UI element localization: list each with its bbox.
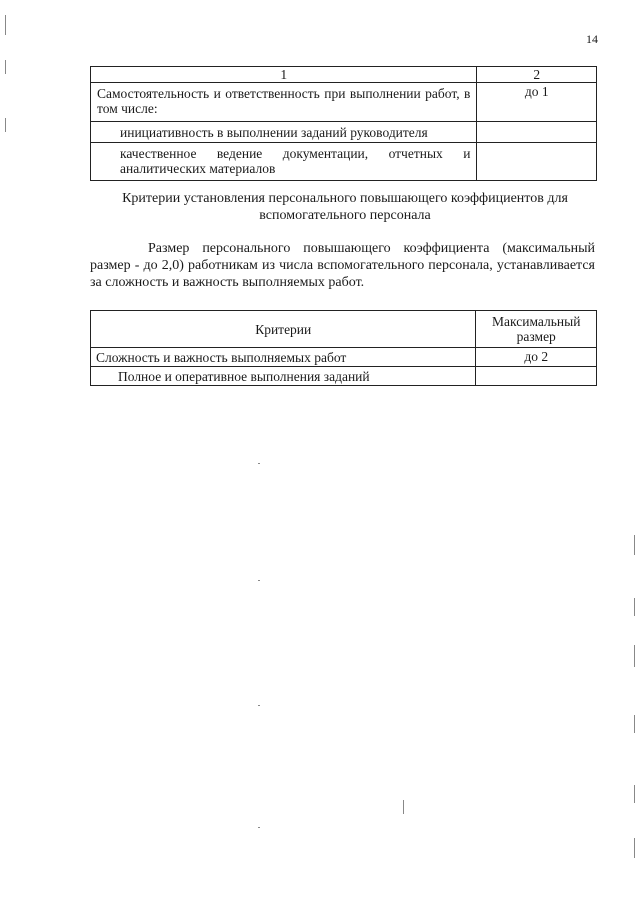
table-header-row <box>91 67 597 83</box>
max-value: до 1 <box>477 83 597 122</box>
criterion-text: Полное и оперативное выполнения заданий <box>118 369 370 384</box>
scan-mark <box>258 827 260 828</box>
body-paragraph: Размер персонального повышающего коэффициента (максимальный размер - до 2,0) работникам из числа вспомогательного персонала, устанавливается за сложность и важность выполняемых работ. <box>90 241 595 290</box>
scan-mark <box>5 60 6 74</box>
max-value <box>476 367 597 386</box>
column-number-1: 1 <box>91 67 477 83</box>
table-row <box>91 122 597 143</box>
page-number: 14 <box>586 32 598 46</box>
section-heading: Критерии установления персонального повышающего коэффициентов для вспомогательного персонала <box>122 191 568 223</box>
scan-mark <box>634 838 635 858</box>
max-value: до 2 <box>476 348 597 367</box>
scan-mark <box>5 118 6 132</box>
column-number-2: 2 <box>477 67 597 83</box>
max-value <box>477 122 597 143</box>
scan-mark <box>403 800 404 814</box>
scan-mark <box>634 645 635 667</box>
scan-mark <box>634 598 635 616</box>
criterion-text: Сложность и важность выполняемых работ <box>96 350 347 365</box>
criterion-text: Самостоятельность и ответственность при выполнении работ, в том числе: <box>97 86 471 116</box>
table-support-staff-criteria <box>90 310 597 386</box>
scan-mark <box>634 785 635 803</box>
criterion-text: качественное ведение документации, отчетных и аналитических материалов <box>120 146 471 176</box>
scan-mark <box>258 580 260 581</box>
table-header-row <box>91 311 597 348</box>
scan-mark <box>634 715 635 733</box>
table-row <box>91 143 597 181</box>
scan-mark <box>634 535 635 555</box>
table-row <box>91 83 597 122</box>
table-incentive-criteria <box>90 66 597 181</box>
scan-mark <box>258 705 260 706</box>
scan-mark <box>5 15 6 35</box>
column-header-criteria: Критерии <box>91 311 476 348</box>
criterion-text: инициативность в выполнении заданий руководителя <box>120 125 428 140</box>
table-row <box>91 348 597 367</box>
column-header-max-size: Максимальный размер <box>476 311 597 348</box>
max-value <box>477 143 597 181</box>
table-row <box>91 367 597 386</box>
scan-mark <box>258 463 260 464</box>
